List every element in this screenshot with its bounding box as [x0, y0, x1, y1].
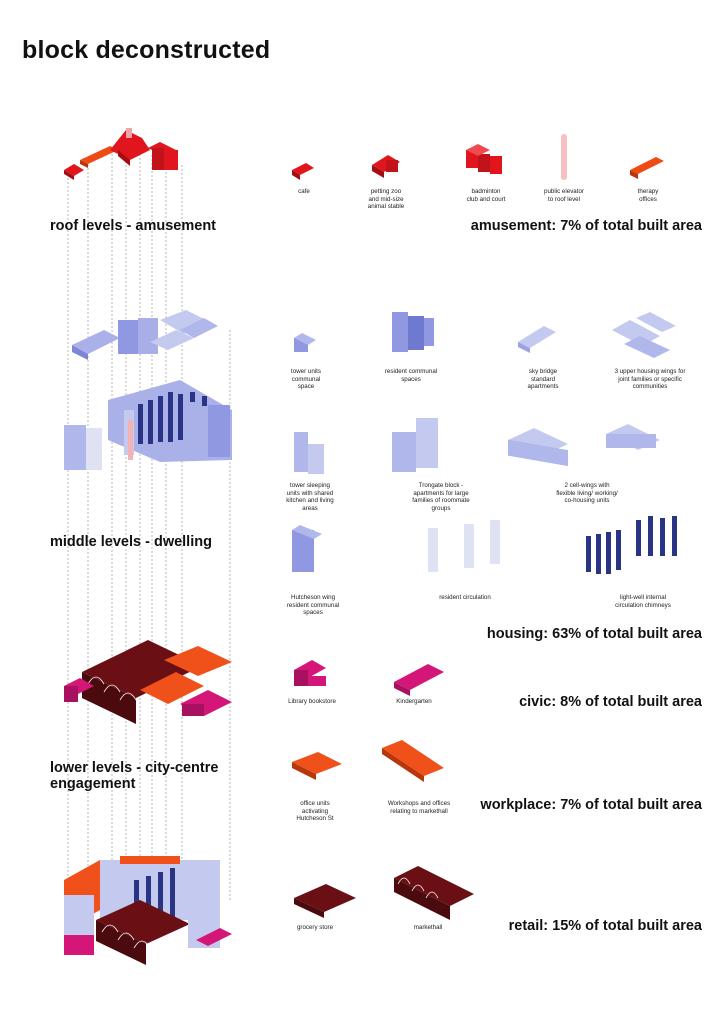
caption-therapy: therapy offices	[637, 188, 659, 203]
library-icon	[294, 660, 326, 686]
caption-upper-wings: 3 upper housing wings for joint families or specific communities	[614, 368, 686, 391]
stat-civic: civic: 8% of total built area	[519, 694, 702, 710]
caption-workshops: Workshops and offices relating to markethall	[387, 800, 451, 815]
badminton-icon	[466, 144, 502, 174]
level-label-lower: lower levels - city-centre engagement	[50, 760, 219, 792]
stat-housing: housing: 63% of total built area	[486, 626, 702, 642]
caption-circulation: resident circulation	[439, 594, 491, 601]
trongate-icon	[392, 418, 438, 472]
level-label-roof: roof levels - amusement	[50, 218, 216, 234]
upper-wings-icon	[612, 312, 676, 358]
tower-communal-icon	[294, 333, 316, 352]
caption-grocery: grocery store	[296, 924, 334, 931]
stat-retail: retail: 15% of total built area	[508, 918, 702, 934]
office-units-icon	[292, 752, 342, 780]
chimneys-icon	[586, 516, 677, 574]
stat-amusement: amusement: 7% of total built area	[470, 218, 702, 234]
caption-library: Library bookstore	[288, 698, 336, 705]
lower-massing	[64, 640, 232, 724]
kindergarten-icon	[394, 664, 444, 696]
stat-workplace: workplace: 7% of total built area	[480, 797, 702, 813]
circulation-icon	[428, 520, 500, 572]
level-label-middle: middle levels - dwelling	[50, 534, 212, 550]
middle-upper-massing	[72, 310, 218, 360]
caption-kindergarten: Kindergarten	[396, 698, 432, 705]
caption-trongate: Trongate block - apartments for large families of roommate groups	[412, 482, 470, 512]
caption-hutcheson: Hutcheson wing resident communal spaces	[286, 594, 340, 617]
caption-tower-sleeping: tower sleeping units with shared kitchen and living areas	[286, 482, 334, 512]
tower-sleeping-icon	[294, 432, 324, 474]
caption-elevator: public elevator to roof level	[544, 188, 584, 203]
resident-communal-icon	[392, 312, 434, 352]
caption-cafe: cafe	[298, 188, 310, 195]
combined-massing	[64, 856, 232, 965]
petting-zoo-icon	[372, 155, 400, 178]
caption-cell-wings: 2 cell-wings with flexible living/ working/ co-housing units	[556, 482, 618, 505]
caption-petting-zoo: petting zoo and mid-size animal stable	[367, 188, 405, 211]
caption-sky-bridge: sky bridge standard apartments	[527, 368, 559, 391]
therapy-icon	[630, 157, 664, 179]
middle-main-massing	[64, 380, 232, 470]
elevator-icon	[561, 134, 567, 180]
caption-chimneys: light-well internal circulation chimneys	[615, 594, 671, 609]
roof-massing	[64, 128, 178, 180]
hutcheson-icon	[292, 525, 322, 572]
caption-markethall: markethall	[413, 924, 443, 931]
page-title: block deconstructed	[22, 36, 271, 64]
cafe-icon	[292, 163, 314, 180]
workshops-icon	[382, 740, 444, 782]
caption-badminton: badminton club and court	[466, 188, 506, 203]
caption-resident-communal: resident communal spaces	[384, 368, 438, 383]
caption-office-units: office units activating Hutcheson St	[296, 800, 334, 823]
cell-wings-icon	[508, 424, 660, 466]
sky-bridge-icon	[518, 326, 556, 353]
grocery-icon	[294, 884, 356, 918]
caption-tower-communal: tower units communal space	[291, 368, 321, 391]
markethall-icon	[394, 866, 474, 920]
